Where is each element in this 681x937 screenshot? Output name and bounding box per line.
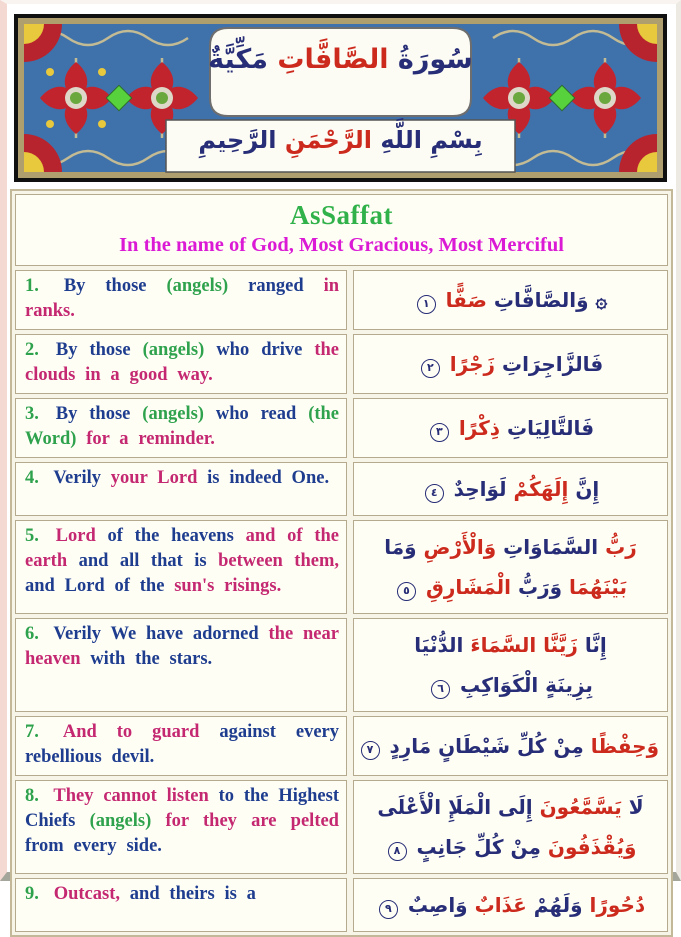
arabic-line [362, 408, 659, 448]
text-segment: (angels) [142, 339, 205, 360]
arabic-line [362, 280, 659, 320]
arabic-line [362, 665, 659, 705]
verse-row-7 [15, 716, 668, 776]
text-segment: إِلَى الْمَلَإِ الْأَعْلَى [377, 794, 533, 819]
verse-8-arabic [353, 780, 668, 874]
arabic-line [362, 625, 659, 665]
ayah-end-marker: ٢ [421, 359, 440, 378]
verse-row-9 [15, 878, 668, 932]
text-segment: Verily [53, 467, 101, 488]
banner-ornament-graphic [14, 14, 667, 182]
text-segment: 5. [25, 525, 39, 546]
text-segment: 1. [25, 276, 39, 296]
text-segment: بِزِينَةٍ الْكَوَاكِبِ [460, 672, 593, 697]
text-segment: بِسْمِ اللَّهِ [380, 126, 483, 154]
text-segment: سُورَةُ [397, 44, 473, 75]
verse-9-english [15, 878, 347, 932]
text-segment: فَالتَّالِيَاتِ [507, 415, 595, 440]
text-segment: who drive [216, 339, 303, 360]
text-segment: الْمَشَارِقِ [425, 574, 512, 599]
text-segment: فَالزَّاجِرَاتِ [501, 351, 604, 376]
verse-5-english [15, 520, 347, 614]
ayah-end-marker: ٣ [430, 423, 449, 442]
ayah-end-marker: ١ [417, 295, 436, 314]
bismillah-translation: In the name of God, Most Gracious, Most Merciful [119, 234, 564, 256]
arabic-line [362, 827, 659, 867]
text-segment: of the heavens [107, 525, 234, 546]
ayah-end-marker: ٥ [397, 582, 416, 601]
text-segment: 8. [25, 785, 39, 806]
verse-table-body [15, 270, 668, 932]
text-segment: يَسَّمَّعُونَ [539, 794, 622, 819]
ayah-end-marker: ٨ [388, 842, 407, 861]
ayah-end-marker: ٧ [361, 741, 380, 760]
text-segment: إِنَّا [584, 632, 607, 657]
verse-8-english [15, 780, 347, 874]
text-segment: 9. [25, 883, 39, 904]
arabic-line [362, 527, 659, 567]
text-segment: الدُّنْيَا [414, 632, 464, 657]
text-segment: against every rebellious devil. [25, 721, 339, 767]
text-segment: الرَّحِيمِ [198, 126, 277, 154]
verse-9-arabic [353, 878, 668, 932]
text-segment: مِنْ كُلِّ جَانِبٍ [416, 834, 541, 859]
verse-6-english [15, 618, 347, 712]
page-title: AsSaffat [290, 200, 393, 230]
text-segment: from every side. [25, 835, 162, 856]
text-segment: 2. [25, 339, 39, 360]
verse-4-english [15, 462, 347, 516]
verse-1-english [15, 270, 347, 330]
text-segment: By those [55, 339, 131, 360]
text-segment: وَحِفْظًا [590, 733, 659, 758]
text-segment: with the stars. [90, 648, 213, 669]
text-segment: السَّمَاوَاتِ [503, 534, 599, 559]
text-segment: Lord [55, 525, 96, 546]
arabic-line [362, 726, 659, 766]
verse-row-5 [15, 520, 668, 614]
title-cell [15, 194, 668, 266]
header-banner [14, 14, 667, 182]
text-segment: الرَّحْمَنِ [284, 126, 373, 154]
text-segment: the near heaven [25, 623, 339, 669]
verse-row-8 [15, 780, 668, 874]
text-segment: (angels) [89, 810, 152, 831]
verse-3-arabic [353, 398, 668, 458]
banner-surah-title-arabic [14, 44, 667, 75]
verse-row-4 [15, 462, 668, 516]
text-segment: لَوَاحِدٌ [453, 476, 507, 501]
arabic-line [362, 469, 659, 509]
text-segment: عَذَابٌ [474, 892, 527, 917]
arabic-line [362, 885, 659, 925]
text-segment: صَفًّا [445, 287, 487, 312]
text-segment: your Lord [110, 467, 198, 488]
text-segment: وَيُقْذَفُونَ [547, 834, 637, 859]
text-segment: sun's risings. [174, 575, 282, 596]
ayah-end-marker: ٩ [379, 900, 398, 919]
verse-1-arabic [353, 270, 668, 330]
text-segment: زَيَّنَّا السَّمَاءَ [470, 632, 578, 657]
text-segment: between them, [218, 550, 339, 571]
arabic-line [362, 567, 659, 607]
verse-2-arabic [353, 334, 668, 394]
arabic-line [362, 787, 659, 827]
banner-bismillah-arabic [14, 126, 667, 154]
text-segment: and Lord of the [25, 575, 165, 596]
verse-7-arabic [353, 716, 668, 776]
verse-4-arabic [353, 462, 668, 516]
text-segment: وَالْأَرْضِ [423, 534, 497, 559]
text-segment: for a reminder. [86, 428, 215, 449]
text-segment: ۞ وَالصَّافَّاتِ [493, 287, 608, 312]
verse-table [10, 189, 673, 937]
text-segment: 3. [25, 403, 39, 424]
text-segment: إِلَهَكُمْ [513, 476, 569, 501]
text-segment: is indeed One. [207, 467, 330, 488]
verse-row-6 [15, 618, 668, 712]
text-segment: who read [215, 403, 297, 424]
text-segment: رَبُّ [605, 534, 637, 559]
text-segment: and theirs is a [129, 883, 256, 904]
ayah-end-marker: ٦ [431, 680, 450, 699]
text-segment: for they are pelted [165, 810, 339, 831]
text-segment: وَاصِبٌ [407, 892, 468, 917]
text-segment: وَمَا [384, 534, 417, 559]
verse-5-arabic [353, 520, 668, 614]
text-segment: Outcast, [53, 883, 120, 904]
text-segment: to the Highest Chiefs [25, 785, 339, 831]
verse-row-2 [15, 334, 668, 394]
text-segment: (angels) [142, 403, 204, 424]
text-segment: إِنَّ [575, 476, 600, 501]
text-segment: in ranks. [25, 276, 340, 321]
text-segment: By those [63, 276, 147, 296]
text-segment: Verily We have adorned [53, 623, 259, 644]
verse-7-english [15, 716, 347, 776]
verse-row-1 [15, 270, 668, 330]
text-segment: 6. [25, 623, 39, 644]
verse-2-english [15, 334, 347, 394]
text-segment: ranged [248, 276, 304, 296]
text-segment: لَا [628, 794, 644, 819]
text-segment: (angels) [166, 276, 229, 296]
text-segment: ذِكْرًا [458, 415, 501, 440]
verse-3-english [15, 398, 347, 458]
verse-6-arabic [353, 618, 668, 712]
text-segment: الصَّافَّاتِ [277, 44, 389, 75]
text-segment: 7. [25, 721, 39, 742]
text-segment: (the Word) [25, 403, 340, 449]
text-segment: By those [55, 403, 131, 424]
text-segment: and all that is [78, 550, 207, 571]
text-segment: and of the earth [25, 525, 339, 571]
ayah-end-marker: ٤ [425, 484, 444, 503]
text-segment: زَجْرًا [449, 351, 495, 376]
text-segment: And to guard [62, 721, 200, 742]
text-segment: the clouds in a good way. [25, 339, 340, 385]
text-segment: مِنْ كُلِّ شَيْطَانٍ مَارِدٍ [389, 733, 584, 758]
text-segment: وَرَبُّ [517, 574, 563, 599]
arabic-line [362, 344, 659, 384]
text-segment: وَلَهُمْ [533, 892, 583, 917]
text-segment: They cannot listen [53, 785, 209, 806]
text-segment: 4. [25, 467, 39, 488]
verse-row-3 [15, 398, 668, 458]
text-segment: دُحُورًا [589, 892, 646, 917]
text-segment: مَكِّيَّةٌ [208, 44, 268, 75]
text-segment: بَيْنَهُمَا [569, 574, 627, 599]
